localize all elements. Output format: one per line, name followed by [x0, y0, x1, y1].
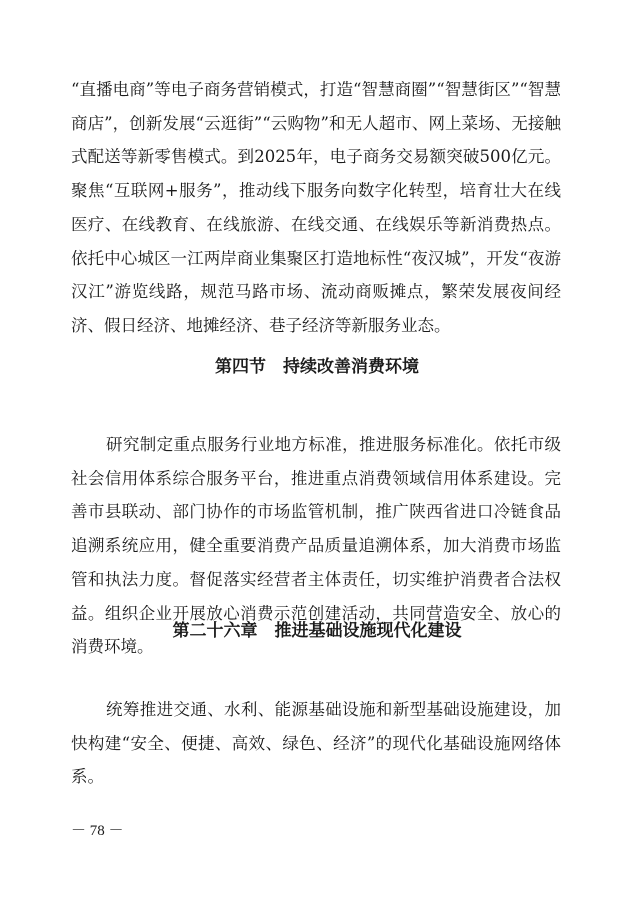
body-paragraph: 研究制定重点服务行业地方标准，推进服务标准化。依托市级社会信用体系综合服务平台，推进重点消费领域信用体系建设。完善市县联动、部门协作的市场监管机制，推广陕西省进口冷链食品追溯系统应用，健全重要消费产品质量追溯体系，加大消费市场监管和执法力度。督促落实经营者主体责任，切实维护消费者合法权益。组织企业开展放心消费示范创建活动，共同营造安全、放心的消费环境。: [71, 435, 561, 657]
body-paragraph: 统筹推进交通、水利、能源基础设施和新型基础设施建设，加快构建“安全、便捷、高效、绿色、经济”的现代化基础设施网络体系。: [71, 700, 561, 787]
chapter-heading: 第二十六章 推进基础设施现代化建设: [172, 621, 462, 641]
page-number: － 78 －: [71, 823, 124, 839]
section-heading: 第四节 持续改善消费环境: [215, 357, 419, 377]
body-paragraph: “直播电商”等电子商务营销模式，打造“智慧商圈”“智慧街区”“智慧商店”，创新发展“云逛街”“云购物”和无人超市、网上菜场、无接触式配送等新零售模式。到2025年，电子商务交易额突破500亿元。聚焦“互联网+服务”，推动线下服务向数字化转型，培育壮大在线医疗、在线教育、在线旅游、在线交通、在线娱乐等新消费热点。依托中心城区一江两岸商业集聚区打造地标性“夜汉城”，开发“夜游汉江”游览线路，规范马路市场、流动商贩摊点，繁荣发展夜间经济、假日经济、地摊经济、巷子经济等新服务业态。: [71, 80, 561, 335]
